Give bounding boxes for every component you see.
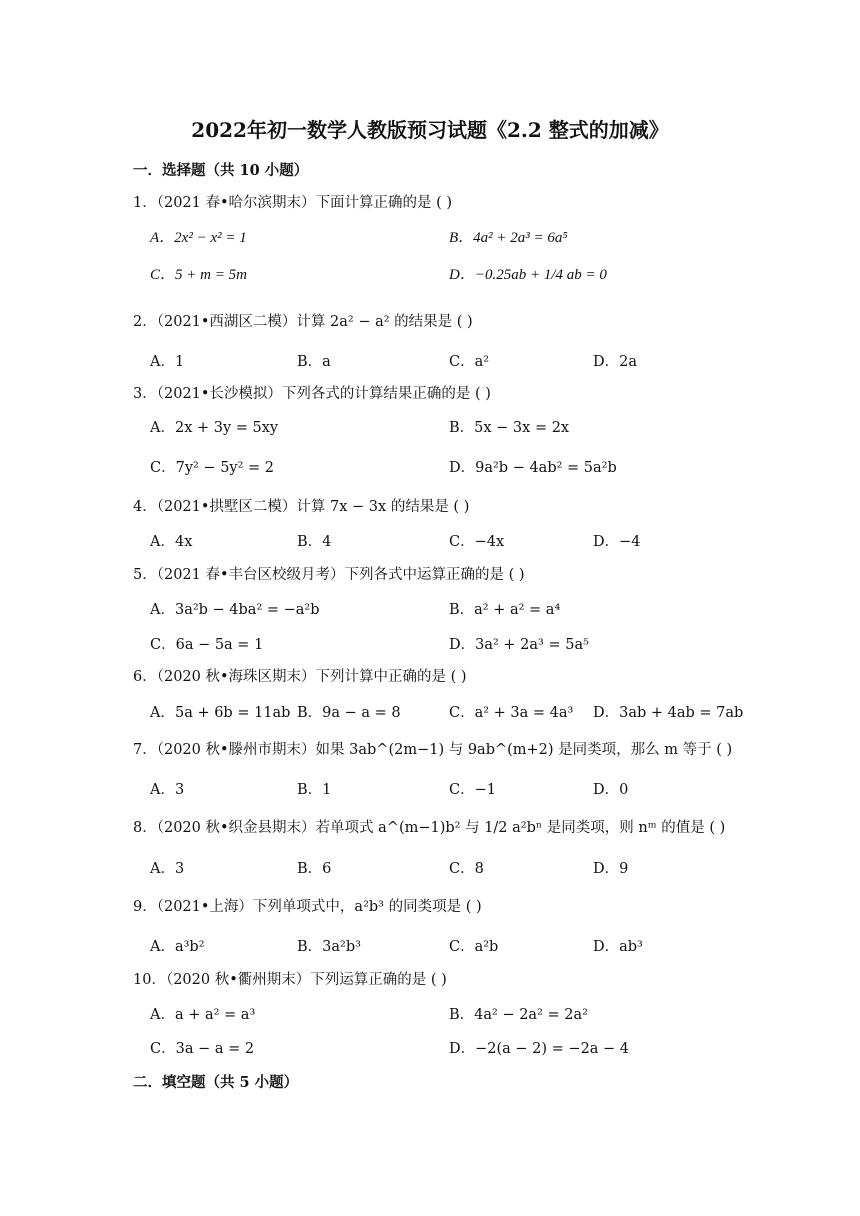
question-5-option-d: D．3a² + 2a³ = 5a⁵ <box>449 637 589 653</box>
section-heading-choice: 一．选择题（共 10 小题） <box>133 162 309 179</box>
question-2-stem: 2．（2021•西湖区二模）计算 2a² − a² 的结果是 ( ) <box>133 314 473 330</box>
question-4-option-a: A．4x <box>150 534 193 550</box>
question-2-option-d: D．2a <box>593 354 637 370</box>
question-10-option-a: A．a + a² = a³ <box>150 1007 256 1023</box>
question-6-option-d: D．3ab + 4ab = 7ab <box>593 705 744 721</box>
question-3-stem: 3．（2021•长沙模拟）下列各式的计算结果正确的是 ( ) <box>133 386 491 402</box>
question-4-stem: 4．（2021•拱墅区二模）计算 7x − 3x 的结果是 ( ) <box>133 499 470 515</box>
question-2-option-a: A．1 <box>150 354 185 370</box>
question-1-stem: 1．（2021 春•哈尔滨期末）下面计算正确的是 ( ) <box>133 195 453 211</box>
question-4-option-b: B．4 <box>297 534 332 550</box>
question-2-option-c: C．a² <box>449 354 490 370</box>
question-5-stem: 5．（2021 春•丰台区校级月考）下列各式中运算正确的是 ( ) <box>133 567 525 583</box>
question-7-stem: 7．（2020 秋•滕州市期末）如果 3ab^(2m−1) 与 9ab^(m+2) 是同类项，那么 m 等于 ( ) <box>133 742 733 758</box>
question-1-option-c <box>150 263 247 284</box>
question-4-option-c: C．−4x <box>449 534 505 550</box>
question-3-option-c: C．7y² − 5y² = 2 <box>150 460 275 476</box>
section-heading-fill-blank: 二．填空题（共 5 小题） <box>133 1074 299 1091</box>
question-5-option-c: C．6a − 5a = 1 <box>150 637 264 653</box>
question-9-option-c: C．a²b <box>449 939 499 955</box>
question-9-option-b: B．3a²b³ <box>297 939 361 955</box>
question-6-option-a: A．5a + 6b = 11ab <box>150 705 291 721</box>
question-9-option-a: A．a³b² <box>150 939 205 955</box>
question-5-option-a: A．3a²b − 4ba² = −a²b <box>150 602 320 618</box>
question-1-option-b <box>449 226 568 247</box>
question-6-option-b: B．9a − a = 8 <box>297 705 401 721</box>
question-5-option-b: B．a² + a² = a⁴ <box>449 602 561 618</box>
question-10-option-c: C．3a − a = 2 <box>150 1041 255 1057</box>
question-10-option-d: D．−2(a − 2) = −2a − 4 <box>449 1041 630 1057</box>
page-title: 2022年初一数学人教版预习试题《2.2 整式的加减》 <box>191 118 669 142</box>
question-6-stem: 6．（2020 秋•海珠区期末）下列计算中正确的是 ( ) <box>133 669 467 685</box>
question-8-option-b: B．6 <box>297 861 332 877</box>
question-1-option-b-text: B．4a² + 2a³ = 6a⁵ <box>449 230 568 246</box>
question-8-stem: 8．（2020 秋•织金县期末）若单项式 a^(m−1)b² 与 1/2 a²bⁿ 是同类项，则 nᵐ 的值是 ( ) <box>133 820 726 836</box>
question-10-stem: 10．（2020 秋•衢州期末）下列运算正确的是 ( ) <box>133 972 447 988</box>
question-7-option-c: C．−1 <box>449 782 496 798</box>
question-9-option-d: D．ab³ <box>593 939 643 955</box>
question-4-option-d: D．−4 <box>593 534 641 550</box>
question-7-option-a: A．3 <box>150 782 185 798</box>
question-3-option-d: D．9a²b − 4ab² = 5a²b <box>449 460 617 476</box>
question-7-option-b: B．1 <box>297 782 332 798</box>
question-8-option-a: A．3 <box>150 861 185 877</box>
question-7-option-d: D．0 <box>593 782 629 798</box>
question-1-option-d-text: D．−0.25ab + 1/4 ab = 0 <box>449 267 607 283</box>
question-2-option-b: B．a <box>297 354 331 370</box>
question-1-option-a <box>150 226 247 247</box>
question-3-option-b: B．5x − 3x = 2x <box>449 420 570 436</box>
question-1-option-c-text: C．5 + m = 5m <box>150 267 247 283</box>
question-8-option-c: C．8 <box>449 861 484 877</box>
question-6-option-c: C．a² + 3a = 4a³ <box>449 705 574 721</box>
question-10-option-b: B．4a² − 2a² = 2a² <box>449 1007 588 1023</box>
question-8-option-d: D．9 <box>593 861 629 877</box>
question-3-option-a: A．2x + 3y = 5xy <box>150 420 279 436</box>
question-1-option-a-text: A．2x² − x² = 1 <box>150 230 247 246</box>
question-1-option-d <box>449 263 607 284</box>
question-9-stem: 9．（2021•上海）下列单项式中，a²b³ 的同类项是 ( ) <box>133 899 482 915</box>
